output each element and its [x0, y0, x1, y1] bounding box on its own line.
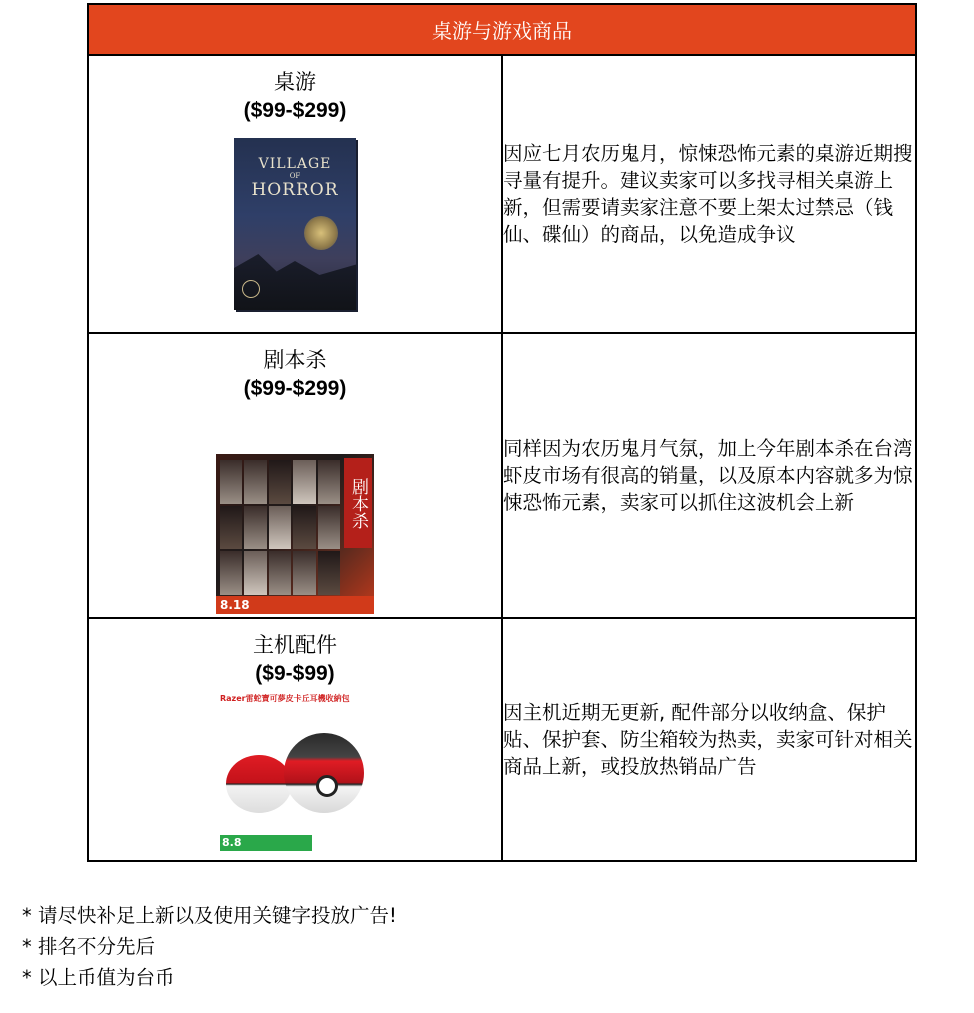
promo-banner: 剧本杀 [344, 458, 372, 548]
footnotes [22, 900, 397, 993]
description-cell: 因主机近期无更新, 配件部分以收纳盒、保护贴、保护套、防尘箱较为热卖，卖家可针对相关商品上新，或投放热销品广告 [502, 618, 916, 861]
footnote: * 以上币值为台币 [22, 966, 175, 989]
footnote: * 排名不分先后 [22, 935, 155, 958]
game-title-line-2: OF [289, 172, 301, 180]
footnote: * 请尽快补足上新以及使用关键字投放广告! [22, 904, 397, 927]
moon-graphic [304, 216, 338, 250]
description-cell: 因应七月农历鬼月，惊悚恐怖元素的桌游近期搜寻量有提升。建议卖家可以多找寻相关桌游上新，但需要请卖家注意不要上架太过禁忌（钱仙、碟仙）的商品，以免造成争议 [502, 55, 916, 333]
category-cell [88, 618, 502, 861]
pokeball-case-graphic [226, 755, 292, 813]
game-title-line-3: HORROR [251, 180, 339, 200]
table-title: 桌游与游戏商品 [88, 4, 916, 55]
category-name: 主机配件 [253, 633, 337, 657]
promo-strip: 8.8 [220, 835, 312, 851]
product-headline: Razer雷蛇寶可夢皮卡丘耳機收納包 [220, 694, 350, 703]
pokeball-case-open-graphic [284, 733, 364, 813]
category-name: 剧本杀 [263, 348, 327, 372]
product-table [87, 3, 917, 862]
price-range: ($99-$299) [243, 99, 347, 122]
table-row [88, 333, 916, 618]
category-cell [88, 333, 502, 618]
script-murder-image [216, 454, 374, 614]
publisher-logo [242, 280, 260, 298]
board-game-image [234, 138, 356, 310]
table-row [88, 55, 916, 333]
category-name: 桌游 [274, 70, 316, 94]
description-cell: 同样因为农历鬼月气氛，加上今年剧本杀在台湾虾皮市场有很高的销量，以及原本内容就多为惊悚恐怖元素，卖家可以抓住这波机会上新 [502, 333, 916, 618]
game-title-line-1: VILLAGE [258, 156, 332, 172]
table-row [88, 618, 916, 861]
promo-strip: 8.18 [216, 596, 374, 614]
console-accessory-image [220, 693, 370, 853]
category-cell [88, 55, 502, 333]
pokeball-button-graphic [316, 775, 338, 797]
hill-graphic [234, 240, 356, 310]
price-range: ($99-$299) [243, 377, 347, 400]
price-range: ($9-$99) [255, 662, 335, 685]
product-collage [220, 460, 340, 595]
